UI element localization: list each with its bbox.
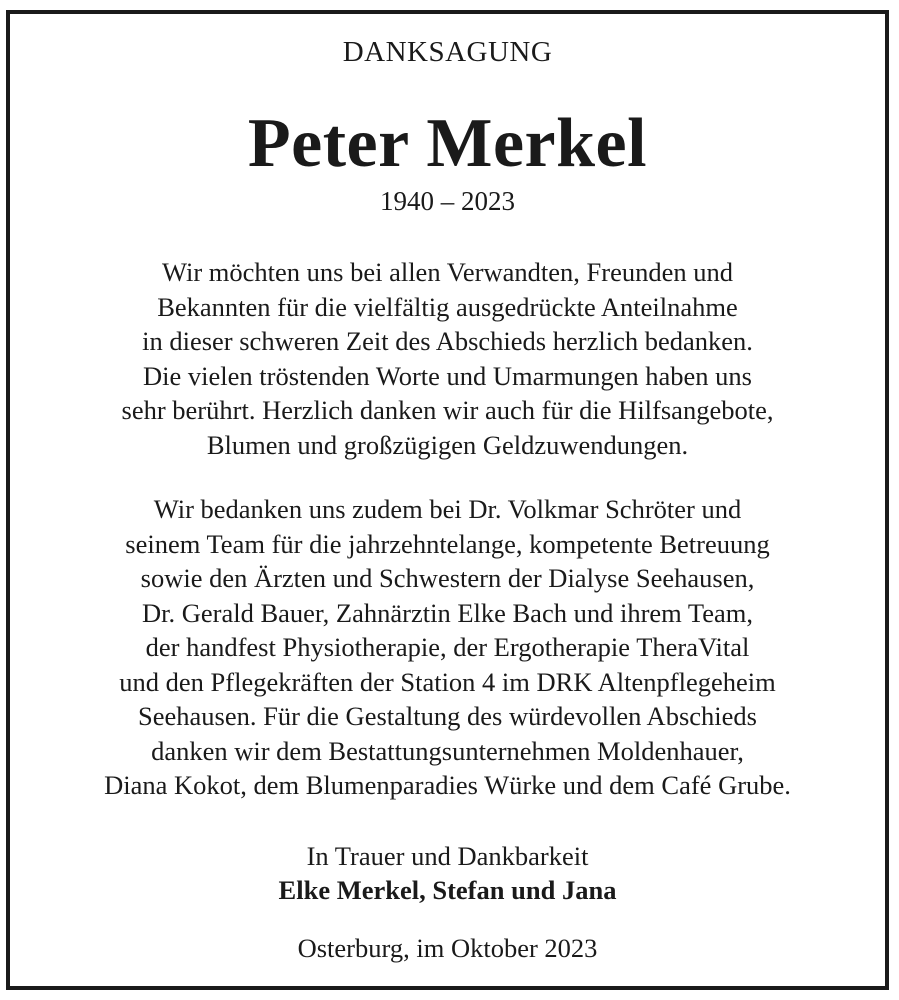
text-line: Bekannten für die vielfältig ausgedrückte Anteilnahme <box>157 291 738 322</box>
text-line: Blumen und großzügigen Geldzuwendungen. <box>206 429 689 460</box>
text-line: Wir bedanken uns zudem bei Dr. Volkmar Schröter und <box>153 494 742 524</box>
text-line: Die vielen tröstenden Worte und Umarmungen haben uns <box>143 360 752 391</box>
text-line: Dr. Gerald Bauer, Zahnärztin Elke Bach und ihrem Team, <box>141 597 754 628</box>
notice-heading: DANKSAGUNG <box>342 36 553 68</box>
thanks-paragraph-1 <box>10 255 885 462</box>
text-line: in dieser schweren Zeit des Abschieds herzlich bedanken. <box>142 326 753 356</box>
text-line: sowie den Ärzten und Schwestern der Dialyse Seehausen, <box>140 563 755 593</box>
place-and-date: Osterburg, im Oktober 2023 <box>297 933 598 963</box>
life-dates: 1940 – 2023 <box>380 186 515 216</box>
text-line: Wir möchten uns bei allen Verwandten, Freunden und <box>162 257 733 287</box>
notice-frame <box>6 10 889 990</box>
text-line: sehr berührt. Herzlich danken wir auch für die Hilfsangebote, <box>121 395 774 425</box>
deceased-name: Peter Merkel <box>247 105 648 182</box>
text-line: der handfest Physiotherapie, der Ergotherapie TheraVital <box>145 632 750 662</box>
signers: Elke Merkel, Stefan und Jana <box>278 875 617 905</box>
closing-line: In Trauer und Dankbarkeit <box>306 841 589 871</box>
thanks-paragraph-2 <box>10 492 885 803</box>
text-line: Diana Kokot, dem Blumenparadies Würke und dem Café Grube. <box>104 770 791 800</box>
text-line: Seehausen. Für die Gestaltung des würdevollen Abschieds <box>138 701 757 731</box>
text-line: danken wir dem Bestattungsunternehmen Moldenhauer, <box>151 735 744 766</box>
text-line: seinem Team für die jahrzehntelange, kompetente Betreuung <box>125 528 770 559</box>
text-line: und den Pflegekräften der Station 4 im DRK Altenpflegeheim <box>119 666 776 697</box>
